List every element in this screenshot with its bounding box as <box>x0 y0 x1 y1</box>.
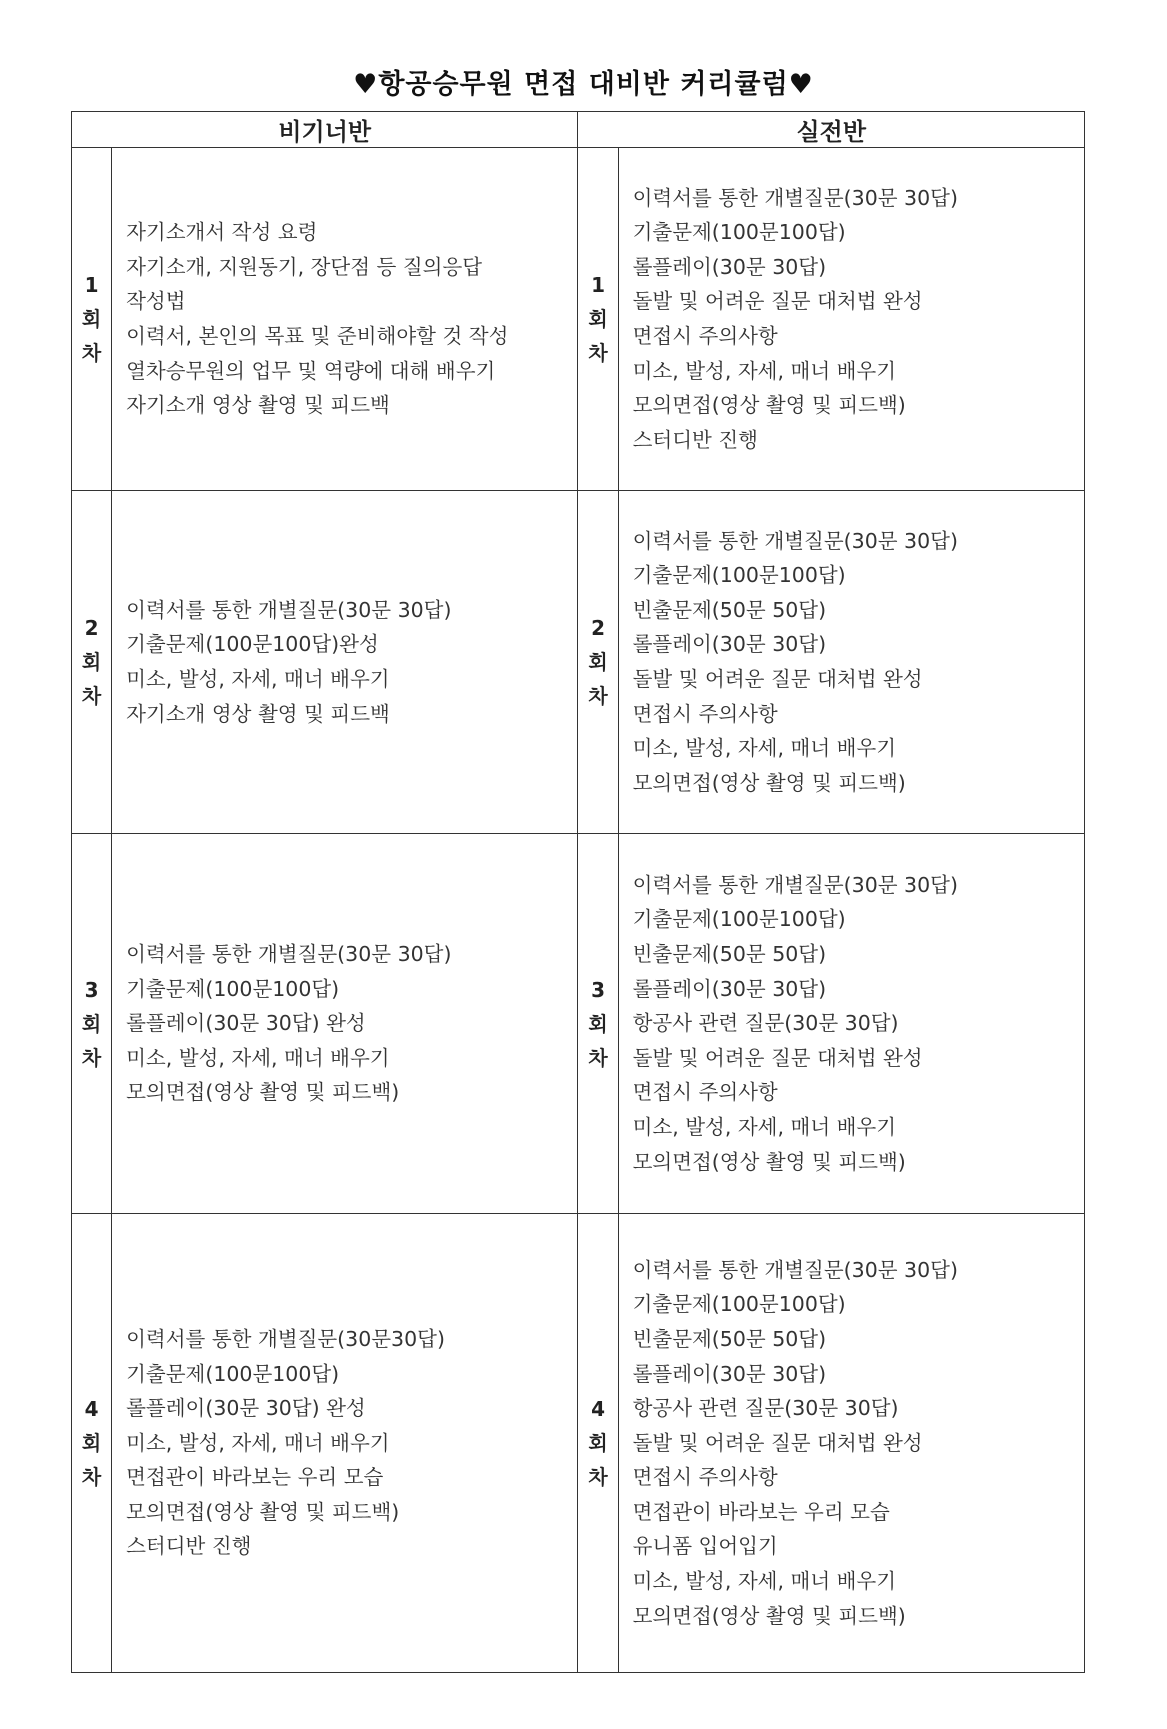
session-label-char: 회 <box>81 1011 102 1036</box>
session-label-char: 차 <box>588 1465 608 1489</box>
practical-session-number-cell <box>578 148 618 491</box>
practical-column-header: 실전반 <box>578 112 1085 148</box>
session-label-char: 차 <box>81 1045 102 1070</box>
practical-content-cell <box>618 1214 1084 1673</box>
curriculum-item: 면접관이 바라보는 우리 모습 <box>126 1465 384 1490</box>
practical-item-list <box>619 868 1084 1179</box>
practical-session-number-cell <box>578 834 618 1214</box>
curriculum-item: 기출문제(100문100답) <box>126 1361 340 1386</box>
curriculum-item: 스터디반 진행 <box>632 427 758 452</box>
session-label-char: 회 <box>81 307 102 331</box>
curriculum-item: 돌발 및 어려운 질문 대처법 완성 <box>632 1045 923 1070</box>
curriculum-item: 이력서, 본인의 목표 및 준비해야할 것 작성 <box>126 324 509 348</box>
curriculum-item: 작성법 <box>126 289 186 314</box>
beginner-session-number-cell <box>72 148 112 491</box>
curriculum-item: 자기소개, 지원동기, 장단점 등 질의응답 <box>126 254 483 279</box>
session-number: 3 <box>84 977 99 1002</box>
session-number: 4 <box>591 1397 605 1421</box>
practical-content-cell <box>618 148 1084 491</box>
curriculum-item: 이력서를 통한 개별질문(30문 30답) <box>632 872 958 897</box>
page-title: ♥항공승무원 면접 대비반 커리큘럼♥ <box>353 69 814 100</box>
curriculum-item: 미소, 발성, 자세, 매너 배우기 <box>632 1114 897 1139</box>
curriculum-item: 돌발 및 어려운 질문 대처법 완성 <box>632 289 923 314</box>
curriculum-item: 기출문제(100문100답) <box>632 220 846 245</box>
session-label-char: 회 <box>81 650 102 674</box>
session-number: 4 <box>84 1397 99 1421</box>
curriculum-item: 미소, 발성, 자세, 매너 배우기 <box>632 1569 897 1594</box>
curriculum-item: 면접시 주의사항 <box>632 701 778 726</box>
session-number: 2 <box>84 616 99 640</box>
curriculum-item: 롤플레이(30문 30답) <box>632 632 827 657</box>
beginner-session-number-cell <box>72 1214 112 1673</box>
table-header-row <box>72 112 1085 148</box>
session-label-char: 차 <box>588 1045 608 1070</box>
practical-session-number-cell <box>578 491 618 834</box>
curriculum-item: 면접시 주의사항 <box>632 324 778 348</box>
beginner-item-list <box>112 937 577 1110</box>
session-label-char: 회 <box>588 1011 608 1036</box>
curriculum-item: 이력서를 통한 개별질문(30문 30답) <box>632 185 958 210</box>
curriculum-item: 미소, 발성, 자세, 매너 배우기 <box>632 358 897 383</box>
curriculum-item: 빈출문제(50문 50답) <box>632 1326 827 1351</box>
curriculum-item: 돌발 및 어려운 질문 대처법 완성 <box>632 667 923 691</box>
session-row <box>72 491 1085 834</box>
curriculum-item: 항공사 관련 질문(30문 30답) <box>632 1011 899 1036</box>
sessions-body <box>72 148 1085 1673</box>
session-label-char: 회 <box>588 307 608 331</box>
curriculum-item: 면접관이 바라보는 우리 모습 <box>632 1499 890 1524</box>
beginner-session-number-cell <box>72 491 112 834</box>
curriculum-item: 기출문제(100문100답) <box>632 1292 846 1317</box>
beginner-content-cell <box>112 148 578 491</box>
curriculum-item: 기출문제(100문100답) <box>632 907 846 932</box>
practical-session-number-cell <box>578 1214 618 1673</box>
session-number: 3 <box>591 977 605 1002</box>
curriculum-item: 자기소개 영상 촬영 및 피드백 <box>126 701 390 726</box>
beginner-item-list <box>112 215 577 423</box>
session-label-char: 회 <box>81 1431 102 1455</box>
curriculum-item: 모의면접(영상 촬영 및 피드백) <box>632 770 906 795</box>
curriculum-item: 면접시 주의사항 <box>632 1080 778 1105</box>
curriculum-item: 면접시 주의사항 <box>632 1465 778 1490</box>
curriculum-item: 롤플레이(30문 30답) <box>632 254 827 279</box>
beginner-session-number-cell <box>72 834 112 1214</box>
practical-content-cell <box>618 491 1084 834</box>
session-number: 1 <box>591 273 605 297</box>
curriculum-item: 롤플레이(30문 30답) <box>632 976 827 1001</box>
curriculum-table <box>71 111 1085 1673</box>
session-label-char: 차 <box>588 684 608 708</box>
curriculum-item: 미소, 발성, 자세, 매너 배우기 <box>632 736 897 761</box>
curriculum-item: 미소, 발성, 자세, 매너 배우기 <box>126 1045 390 1070</box>
curriculum-item: 모의면접(영상 촬영 및 피드백) <box>632 393 906 418</box>
curriculum-item: 이력서를 통한 개별질문(30문 30답) <box>126 597 452 622</box>
curriculum-item: 미소, 발성, 자세, 매너 배우기 <box>126 1430 390 1455</box>
curriculum-item: 빈출문제(50문 50답) <box>632 942 827 967</box>
curriculum-item: 이력서를 통한 개별질문(30문30답) <box>126 1326 445 1351</box>
curriculum-item: 기출문제(100문100답)완성 <box>126 632 379 657</box>
curriculum-item: 이력서를 통한 개별질문(30문 30답) <box>632 1257 958 1282</box>
curriculum-item: 롤플레이(30문 30답) 완성 <box>126 1396 366 1421</box>
curriculum-item: 자기소개서 작성 요령 <box>126 220 318 245</box>
practical-item-list <box>619 1253 1084 1634</box>
curriculum-item: 자기소개 영상 촬영 및 피드백 <box>126 393 390 418</box>
curriculum-item: 롤플레이(30문 30답) 완성 <box>126 1011 366 1036</box>
session-label-char: 차 <box>81 684 102 708</box>
session-row <box>72 1214 1085 1673</box>
curriculum-item: 항공사 관련 질문(30문 30답) <box>632 1396 899 1421</box>
curriculum-item: 모의면접(영상 촬영 및 피드백) <box>632 1149 906 1174</box>
practical-content-cell <box>618 834 1084 1214</box>
curriculum-item: 모의면접(영상 촬영 및 피드백) <box>126 1499 400 1524</box>
curriculum-item: 미소, 발성, 자세, 매너 배우기 <box>126 667 390 691</box>
curriculum-item: 롤플레이(30문 30답) <box>632 1361 827 1386</box>
practical-item-list <box>619 181 1084 458</box>
beginner-item-list <box>112 593 577 731</box>
curriculum-item: 스터디반 진행 <box>126 1534 252 1559</box>
curriculum-item: 돌발 및 어려운 질문 대처법 완성 <box>632 1430 923 1455</box>
session-row <box>72 148 1085 491</box>
curriculum-item: 열차승무원의 업무 및 역량에 대해 배우기 <box>126 358 496 383</box>
session-label-char: 회 <box>588 1431 608 1455</box>
session-number: 2 <box>591 616 605 640</box>
curriculum-item: 기출문제(100문100답) <box>632 563 846 588</box>
session-label-char: 차 <box>588 341 608 365</box>
curriculum-item: 이력서를 통한 개별질문(30문 30답) <box>632 528 958 553</box>
beginner-content-cell <box>112 491 578 834</box>
session-label-char: 회 <box>588 650 608 674</box>
curriculum-item: 빈출문제(50문 50답) <box>632 597 827 622</box>
beginner-content-cell <box>112 834 578 1214</box>
session-number: 1 <box>84 273 99 297</box>
session-label-char: 차 <box>81 341 102 365</box>
curriculum-item: 이력서를 통한 개별질문(30문 30답) <box>126 942 452 967</box>
beginner-content-cell <box>112 1214 578 1673</box>
beginner-column-header: 비기너반 <box>72 112 578 148</box>
curriculum-item: 유니폼 입어입기 <box>632 1534 778 1559</box>
curriculum-item: 기출문제(100문100답) <box>126 976 340 1001</box>
curriculum-item: 모의면접(영상 촬영 및 피드백) <box>632 1603 906 1628</box>
practical-item-list <box>619 524 1084 801</box>
curriculum-item: 모의면접(영상 촬영 및 피드백) <box>126 1080 400 1105</box>
session-row <box>72 834 1085 1214</box>
session-label-char: 차 <box>81 1465 102 1489</box>
beginner-item-list <box>112 1322 577 1564</box>
